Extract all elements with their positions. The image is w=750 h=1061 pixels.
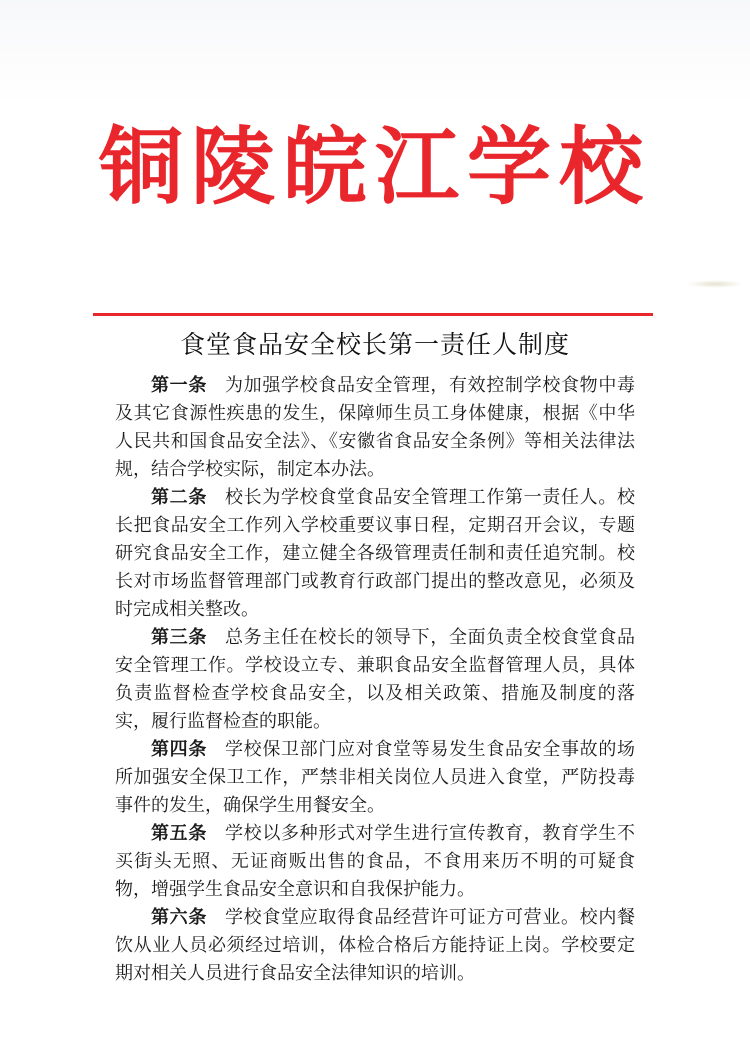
article-number: 第四条 [151,739,207,760]
article-number: 第二条 [151,487,207,508]
article-text: 学校保卫部门应对食堂等易发生食品安全事故的场所加强安全保卫工作，严禁非相关岗位人员进入食堂，严防投毒事件的发生，确保学生用餐安全。 [115,739,635,816]
article-text: 总务主任在校长的领导下，全面负责全校食堂食品安全管理工作。学校设立专、兼职食品安全监督管理人员，具体负责监督检查学校食品安全，以及相关政策、措施及制度的落实，履行监督检查的职能。 [115,627,635,732]
article-number: 第五条 [151,823,207,844]
document-title: 食堂食品安全校长第一责任人制度 [179,330,570,359]
document-body [115,372,635,988]
article-4 [115,736,635,820]
article-text: 为加强学校食品安全管理，有效控制学校食物中毒及其它食源性疾患的发生，保障师生员工身体健康，根据《中华人民共和国食品安全法》、《安徽省食品安全条例》等相关法律法规，结合学校实际，制定本办法。 [115,375,635,480]
article-6 [115,904,635,988]
article-text: 学校以多种形式对学生进行宣传教育，教育学生不买街头无照、无证商贩出售的食品，不食用来历不明的可疑食物，增强学生食品安全意识和自我保护能力。 [115,823,635,900]
scan-speck [686,280,744,288]
article-number: 第六条 [151,907,207,928]
letterhead-red-rule [93,313,653,316]
article-1 [115,372,635,484]
article-number: 第三条 [151,627,207,648]
article-3 [115,624,635,736]
scan-background [0,0,750,104]
article-2 [115,484,635,624]
article-5 [115,820,635,904]
article-text: 学校食堂应取得食品经营许可证方可营业。校内餐饮从业人员必须经过培训，体检合格后方能持证上岗。学校要定期对相关人员进行食品安全法律知识的培训。 [115,907,635,984]
letterhead-school-name: 铜陵皖江学校 [98,117,651,216]
article-number: 第一条 [151,375,207,396]
article-text: 校长为学校食堂食品安全管理工作第一责任人。校长把食品安全工作列入学校重要议事日程，定期召开会议，专题研究食品安全工作，建立健全各级管理责任制和责任追究制。校长对市场监督管理部门或教育行政部门提出的整改意见，必须及时完成相关整改。 [115,487,635,620]
